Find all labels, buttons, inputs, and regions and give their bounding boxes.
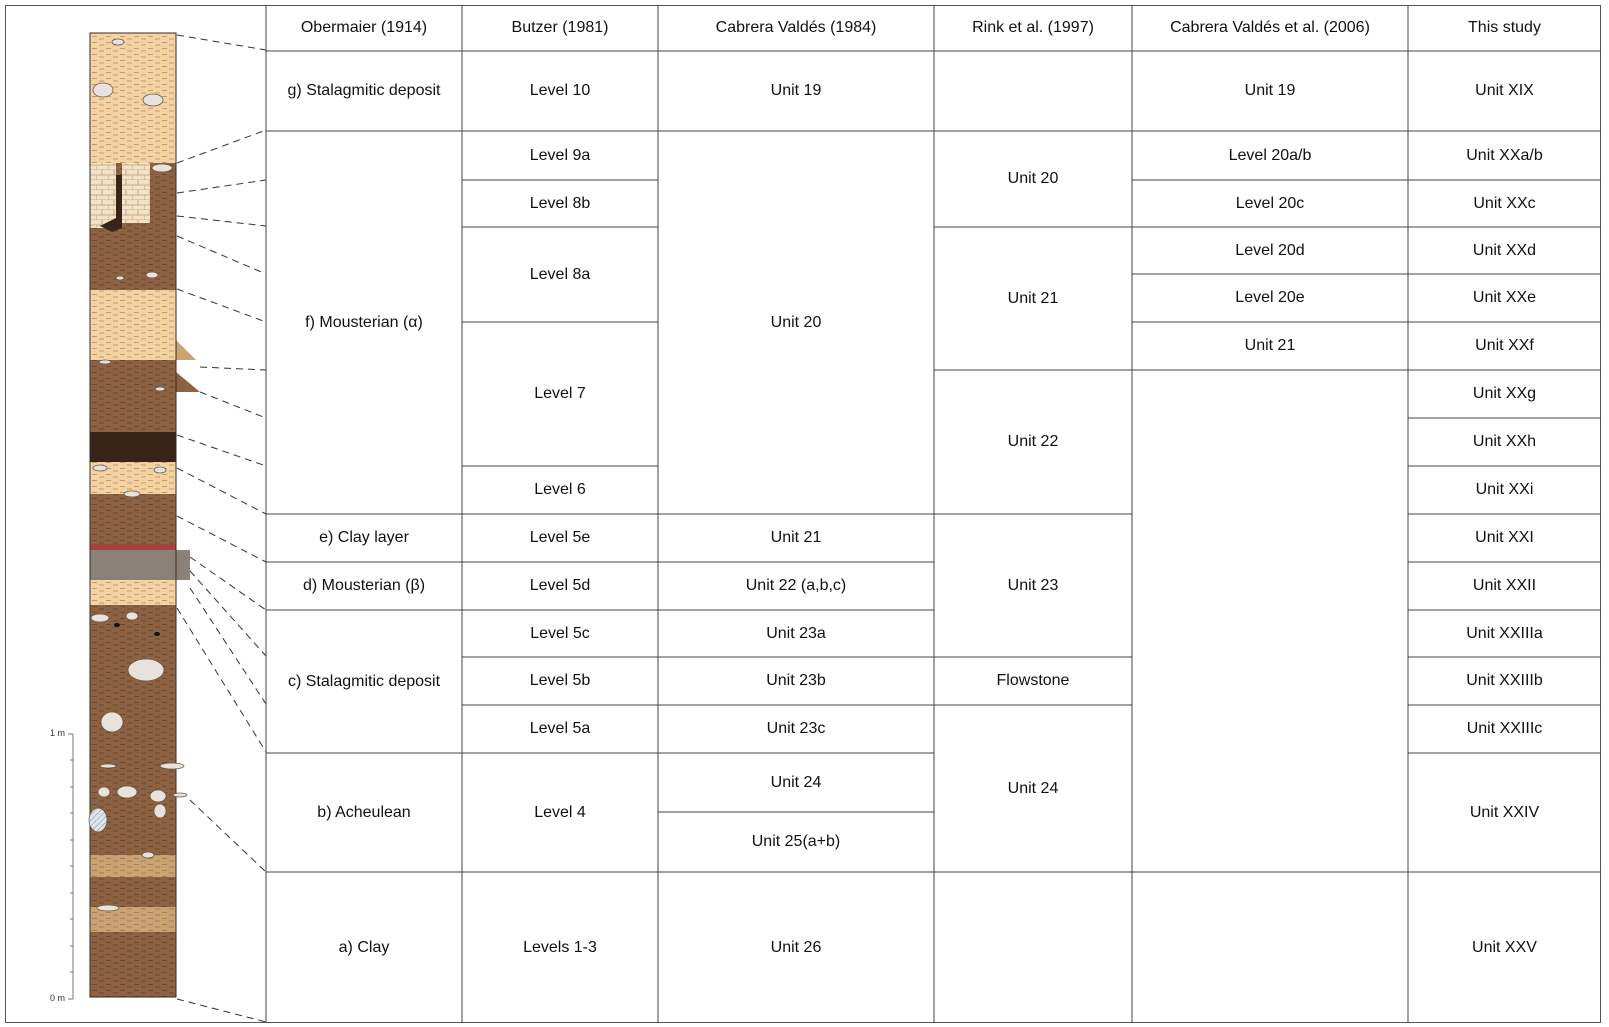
header-this-study: This study	[1468, 19, 1541, 36]
layer-tan-b	[90, 855, 176, 877]
obermaier-cell: c) Stalagmitic deposit	[287, 672, 441, 690]
butzer-cell: Level 5d	[529, 577, 591, 594]
clast	[98, 787, 110, 797]
rink-cell: Unit 21	[1007, 289, 1059, 307]
cabrera1984-cell: Unit 20	[770, 313, 822, 331]
layer-tan-wedge	[176, 340, 196, 360]
hatched-clast	[89, 808, 107, 832]
layer-light-mid	[90, 290, 176, 360]
layer-brown-a	[90, 877, 176, 907]
clast	[126, 612, 138, 620]
butzer-cell: Level 6	[534, 481, 586, 498]
cabrera2006-cell: Level 20e	[1235, 289, 1305, 306]
cabrera1984-cell: Unit 25(a+b)	[751, 833, 841, 850]
thisstudy-cell: Unit XIX	[1475, 82, 1534, 99]
layer-very-dark	[90, 432, 176, 462]
clast	[150, 790, 166, 802]
clast	[154, 804, 166, 818]
cabrera1984-cell: Unit 23c	[766, 720, 826, 737]
clast	[93, 83, 113, 97]
butzer-cell: Level 5e	[529, 529, 591, 546]
clast	[99, 360, 111, 364]
thisstudy-cell: Unit XXI	[1475, 529, 1534, 546]
clast	[93, 465, 107, 471]
rink-cell: Unit 24	[1007, 779, 1059, 797]
rink-cell: Flowstone	[996, 672, 1070, 689]
clast	[124, 491, 140, 497]
clast	[155, 387, 165, 391]
cabrera1984-cell: Unit 23b	[766, 672, 826, 689]
layer-brick-block	[90, 163, 116, 228]
butzer-cell: Level 10	[529, 82, 591, 99]
butzer-cell: Level 7	[534, 385, 586, 402]
layer-brown-c	[90, 605, 176, 760]
clast	[154, 467, 166, 473]
clast	[100, 764, 116, 768]
butzer-cell: Level 5a	[529, 720, 591, 737]
thisstudy-cell: Unit XXi	[1475, 481, 1534, 498]
header-cabrera-2006: Cabrera Valdés et al. (2006)	[1170, 19, 1370, 36]
thisstudy-cell: Unit XXh	[1472, 433, 1537, 450]
scale-bar	[68, 734, 73, 999]
clast	[91, 614, 109, 622]
thisstudy-cell: Unit XXc	[1473, 194, 1536, 212]
layer-light-top	[90, 33, 176, 163]
obermaier-cell: e) Clay layer	[319, 529, 409, 546]
cabrera1984-cell: Unit 24	[770, 773, 822, 791]
scale-label-0m: 0 m	[50, 993, 66, 1003]
layer-brick-block-2	[122, 163, 150, 223]
clast	[152, 164, 172, 172]
rink-cell: Unit 20	[1007, 170, 1059, 187]
connector-lines	[177, 35, 266, 1022]
layer-brown-bottom	[90, 932, 176, 997]
obermaier-cell: b) Acheulean	[317, 803, 411, 821]
thisstudy-cell: Unit XXa/b	[1466, 146, 1543, 164]
layer-brown-e	[90, 494, 176, 544]
butzer-cell: Level 5b	[529, 672, 591, 689]
butzer-cell: Levels 1-3	[523, 938, 597, 956]
clast	[160, 763, 184, 769]
obermaier-cell: a) Clay	[338, 938, 390, 956]
header-rink: Rink et al. (1997)	[972, 19, 1094, 36]
cabrera1984-cell: Unit 23a	[766, 624, 826, 642]
header-butzer: Butzer (1981)	[511, 19, 609, 36]
cabrera2006-cell: Unit 19	[1244, 82, 1296, 99]
butzer-cell: Level 5c	[530, 624, 590, 642]
clast	[112, 39, 124, 45]
layer-red-band	[90, 544, 176, 550]
cabrera2006-cell: Level 20c	[1235, 194, 1305, 212]
thisstudy-cell: Unit XXg	[1472, 385, 1537, 402]
black-clast	[114, 623, 120, 627]
butzer-cell: Level 8b	[529, 194, 591, 212]
thisstudy-cell: Unit XXII	[1472, 577, 1537, 594]
cabrera1984-cell: Unit 19	[770, 82, 822, 99]
cabrera1984-cell: Unit 22 (a,b,c)	[745, 577, 847, 594]
layer-gray-d	[90, 550, 190, 580]
clast	[128, 659, 164, 681]
black-clast	[154, 632, 160, 636]
cabrera1984-cell: Unit 21	[770, 529, 822, 546]
rink-cell: Unit 23	[1007, 576, 1059, 594]
thisstudy-cell: Unit XXIIIc	[1466, 720, 1543, 737]
layer-light-c-top	[90, 580, 176, 605]
butzer-cell: Level 4	[534, 803, 586, 821]
clast	[142, 852, 154, 858]
thisstudy-cell: Unit XXIV	[1469, 803, 1540, 821]
thisstudy-cell: Unit XXe	[1472, 289, 1537, 306]
scale-label-1m: 1 m	[50, 728, 66, 738]
obermaier-cell: g) Stalagmitic deposit	[287, 82, 441, 99]
clast	[143, 94, 163, 106]
header-obermaier: Obermaier (1914)	[300, 19, 428, 36]
obermaier-cell: f) Mousterian (α)	[305, 313, 423, 331]
clast	[97, 905, 119, 911]
butzer-cell: Level 9a	[529, 146, 591, 164]
clast	[117, 786, 137, 798]
rink-cell: Unit 22	[1007, 433, 1059, 450]
thisstudy-cell: Unit XXf	[1475, 337, 1534, 354]
clast	[146, 272, 158, 278]
cabrera2006-cell: Level 20d	[1235, 241, 1305, 259]
clast	[101, 712, 123, 732]
cabrera2006-cell: Level 20a/b	[1228, 146, 1312, 164]
layer-brown-wedge	[176, 372, 200, 392]
thisstudy-cell: Unit XXd	[1472, 241, 1537, 259]
header-cabrera-1984: Cabrera Valdés (1984)	[715, 19, 877, 36]
cabrera2006-cell: Unit 21	[1244, 337, 1296, 354]
thisstudy-cell: Unit XXIIIb	[1466, 672, 1543, 689]
cabrera1984-cell: Unit 26	[770, 938, 822, 956]
layer-brown-mid	[90, 360, 176, 432]
butzer-cell: Level 8a	[529, 265, 591, 283]
clast	[173, 793, 187, 797]
thisstudy-cell: Unit XXIIIa	[1466, 624, 1543, 642]
clast	[116, 276, 124, 280]
thisstudy-cell: Unit XXV	[1472, 938, 1537, 956]
obermaier-cell: d) Mousterian (β)	[302, 577, 426, 594]
